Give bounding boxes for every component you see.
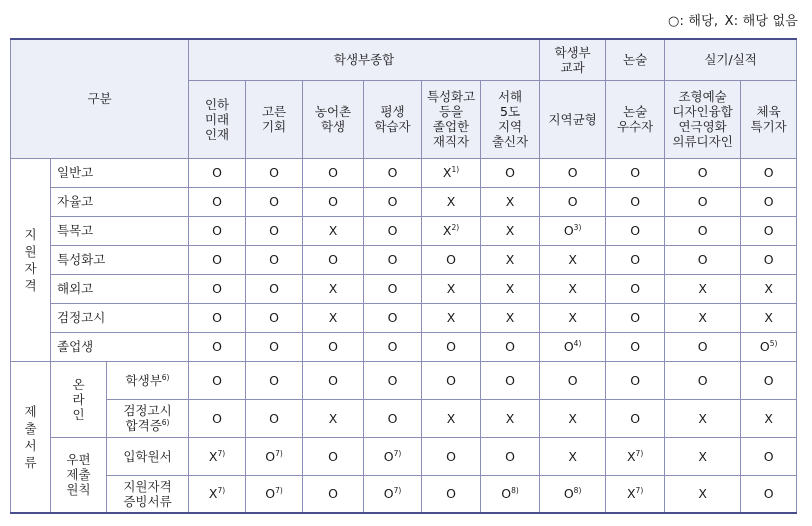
legend <box>666 10 798 29</box>
footnote-mark: 7) <box>393 486 402 496</box>
column-header: 고른 기회 <box>246 80 303 158</box>
cell-value: O <box>303 361 364 399</box>
cell-value: O <box>606 399 665 437</box>
row-label: 졸업생 <box>51 332 189 361</box>
table-row <box>11 332 797 361</box>
cell-value: O <box>303 187 364 216</box>
row-label: 검정고시 <box>51 303 189 332</box>
cell-value: X <box>481 216 540 245</box>
cell-value: X <box>741 303 797 332</box>
row-label: 해외고 <box>51 274 189 303</box>
cell-value: O <box>606 158 665 187</box>
cell-value: X <box>540 245 606 274</box>
cell-value: X <box>665 437 741 475</box>
cell-value: X <box>422 274 481 303</box>
cell-value: O <box>606 332 665 361</box>
footnote-mark: 2) <box>451 222 460 232</box>
cell-value: X <box>540 437 606 475</box>
footnote-mark: 5) <box>769 338 778 348</box>
cell-value: O <box>189 361 246 399</box>
cell-value: O <box>246 216 303 245</box>
cell-value: O <box>665 245 741 274</box>
table-row <box>11 303 797 332</box>
section-eligibility: 지 원 자 격 <box>11 158 51 361</box>
cell-value: O <box>540 158 606 187</box>
cell-value: X <box>540 303 606 332</box>
cell-value: O <box>364 399 422 437</box>
subsection-postal: 우편 제출 원칙 <box>51 437 107 513</box>
cell-value: O <box>741 187 797 216</box>
cell-value: $O^{7)}$ <box>246 475 303 513</box>
column-header: 인하 미래 인재 <box>189 80 246 158</box>
cell-value: O <box>246 187 303 216</box>
cell-value: X <box>422 399 481 437</box>
cell-value: O <box>606 361 665 399</box>
cell-value: X <box>665 399 741 437</box>
footnote-mark: 7) <box>635 448 644 458</box>
cell-value: O <box>303 475 364 513</box>
cell-value: O <box>481 158 540 187</box>
cell-value: O <box>189 332 246 361</box>
cell-value: O <box>606 187 665 216</box>
cell-value: O <box>481 332 540 361</box>
cell-value: O <box>606 245 665 274</box>
table-row <box>11 437 797 475</box>
cell-value: X <box>540 274 606 303</box>
cell-value: O <box>422 332 481 361</box>
footnote-mark: 8) <box>573 486 582 496</box>
cell-value: O <box>364 274 422 303</box>
cell-value: X <box>665 274 741 303</box>
cell-value: X <box>741 274 797 303</box>
cell-value: X <box>303 274 364 303</box>
table-row <box>11 245 797 274</box>
cell-value: X <box>481 303 540 332</box>
group-header: 학생부 교과 <box>540 39 606 80</box>
group-header: 논술 <box>606 39 665 80</box>
cell-value: O <box>189 216 246 245</box>
cell-value: O <box>246 245 303 274</box>
cell-value: O <box>246 274 303 303</box>
cell-value: $O^{7)}$ <box>246 437 303 475</box>
cell-value: O <box>606 274 665 303</box>
cell-value: X <box>303 216 364 245</box>
column-header: 서해 5도 지역 출신자 <box>481 80 540 158</box>
cell-value: $O^{8)}$ <box>481 475 540 513</box>
table-row <box>11 216 797 245</box>
cell-value: O <box>422 475 481 513</box>
cell-value: O <box>364 332 422 361</box>
cell-value: X <box>422 187 481 216</box>
footnote-mark: 7) <box>275 486 283 496</box>
cell-value: O <box>246 361 303 399</box>
cell-value: $X^{1)}$ <box>422 158 481 187</box>
column-header: 특성화고 등을 졸업한 재직자 <box>422 80 481 158</box>
cell-value: O <box>741 158 797 187</box>
cell-value: O <box>246 303 303 332</box>
footnote-mark: 7) <box>275 448 283 458</box>
subsection-online: 온 라 인 <box>51 361 107 437</box>
cell-value: O <box>189 274 246 303</box>
cell-value: X <box>540 399 606 437</box>
cell-value: O <box>303 332 364 361</box>
cell-value: $O^{4)}$ <box>540 332 606 361</box>
footnote-mark: 7) <box>635 486 644 496</box>
cell-value: O <box>422 245 481 274</box>
cell-value: O <box>364 187 422 216</box>
cell-value: O <box>303 245 364 274</box>
cell-value: O <box>364 158 422 187</box>
cell-value: X <box>303 399 364 437</box>
row-label: 일반고 <box>51 158 189 187</box>
cell-value: O <box>665 187 741 216</box>
cell-value: $X^{7)}$ <box>189 475 246 513</box>
cell-value: O <box>741 361 797 399</box>
footnote-mark: 7) <box>217 448 226 458</box>
row-label: 자율고 <box>51 187 189 216</box>
section-documents: 제 출 서 류 <box>11 361 51 513</box>
footnote-mark: 4) <box>573 338 582 348</box>
cell-value: X <box>481 399 540 437</box>
footnote-mark: 8) <box>511 486 519 496</box>
cell-value: X <box>741 399 797 437</box>
admission-table <box>10 38 797 514</box>
cell-value: X <box>303 303 364 332</box>
column-header: 지역균형 <box>540 80 606 158</box>
cell-value: $O^{8)}$ <box>540 475 606 513</box>
table-row <box>11 158 797 187</box>
cell-value: O <box>481 437 540 475</box>
row-label: 특목고 <box>51 216 189 245</box>
cell-value: $X^{7)}$ <box>606 437 665 475</box>
cell-value: O <box>422 437 481 475</box>
cell-value: O <box>606 216 665 245</box>
cell-value: O <box>364 216 422 245</box>
cell-value: O <box>540 361 606 399</box>
cell-value: $O^{7)}$ <box>364 437 422 475</box>
cell-value: O <box>481 361 540 399</box>
cell-value: O <box>741 245 797 274</box>
cell-value: O <box>364 361 422 399</box>
legend-x: X: 해당 없음 <box>724 14 798 29</box>
cell-value: O <box>246 399 303 437</box>
cell-value: O <box>422 361 481 399</box>
cell-value: O <box>741 475 797 513</box>
cell-value: $X^{7)}$ <box>189 437 246 475</box>
cell-value: O <box>246 332 303 361</box>
cell-value: X <box>481 187 540 216</box>
cell-value: X <box>665 303 741 332</box>
column-header: 평생 학습자 <box>364 80 422 158</box>
footnote-mark: 7) <box>393 448 402 458</box>
cell-value: O <box>189 399 246 437</box>
footnote-mark: 7) <box>217 486 226 496</box>
cell-value: O <box>665 332 741 361</box>
cell-value: $X^{2)}$ <box>422 216 481 245</box>
cell-value: O <box>303 158 364 187</box>
cell-value: $X^{7)}$ <box>606 475 665 513</box>
cell-value: O <box>665 158 741 187</box>
cell-value: X <box>481 245 540 274</box>
footnote-mark: 3) <box>573 222 582 232</box>
cell-value: O <box>246 158 303 187</box>
row-label: 학생부$^{6)}$ <box>107 361 189 399</box>
cell-value: O <box>189 187 246 216</box>
cell-value: O <box>665 361 741 399</box>
cell-value: O <box>189 245 246 274</box>
cell-value: X <box>665 475 741 513</box>
column-header: 체육 특기자 <box>741 80 797 158</box>
cell-value: O <box>665 216 741 245</box>
row-label: 입학원서 <box>107 437 189 475</box>
cell-value: $O^{7)}$ <box>364 475 422 513</box>
table-row <box>11 187 797 216</box>
cell-value: O <box>741 437 797 475</box>
cell-value: X <box>422 303 481 332</box>
group-header: 학생부종합 <box>189 39 540 80</box>
cell-value: O <box>189 303 246 332</box>
cell-value: O <box>364 245 422 274</box>
cell-value: O <box>606 303 665 332</box>
cell-value: O <box>303 437 364 475</box>
table-row <box>11 361 797 399</box>
cell-value: O <box>364 303 422 332</box>
cell-value: O <box>741 216 797 245</box>
row-label: 지원자격 증빙서류 <box>107 475 189 513</box>
cell-value: O <box>189 158 246 187</box>
cell-value: $O^{3)}$ <box>540 216 606 245</box>
corner-header: 구분 <box>11 39 189 158</box>
cell-value: O <box>540 187 606 216</box>
cell-value: $O^{5)}$ <box>741 332 797 361</box>
row-label: 특성화고 <box>51 245 189 274</box>
row-label: 검정고시 합격증$^{6)}$ <box>107 399 189 437</box>
column-header: 논술 우수자 <box>606 80 665 158</box>
column-header: 농어촌 학생 <box>303 80 364 158</box>
column-header: 조형예술 디자인융합 연극영화 의류디자인 <box>665 80 741 158</box>
group-header: 실기/실적 <box>665 39 797 80</box>
table-row <box>11 274 797 303</box>
table-row <box>11 399 797 437</box>
cell-value: X <box>481 274 540 303</box>
footnote-mark: 1) <box>451 164 460 174</box>
legend-o: ○: 해당, <box>667 14 719 29</box>
table-row <box>11 475 797 513</box>
